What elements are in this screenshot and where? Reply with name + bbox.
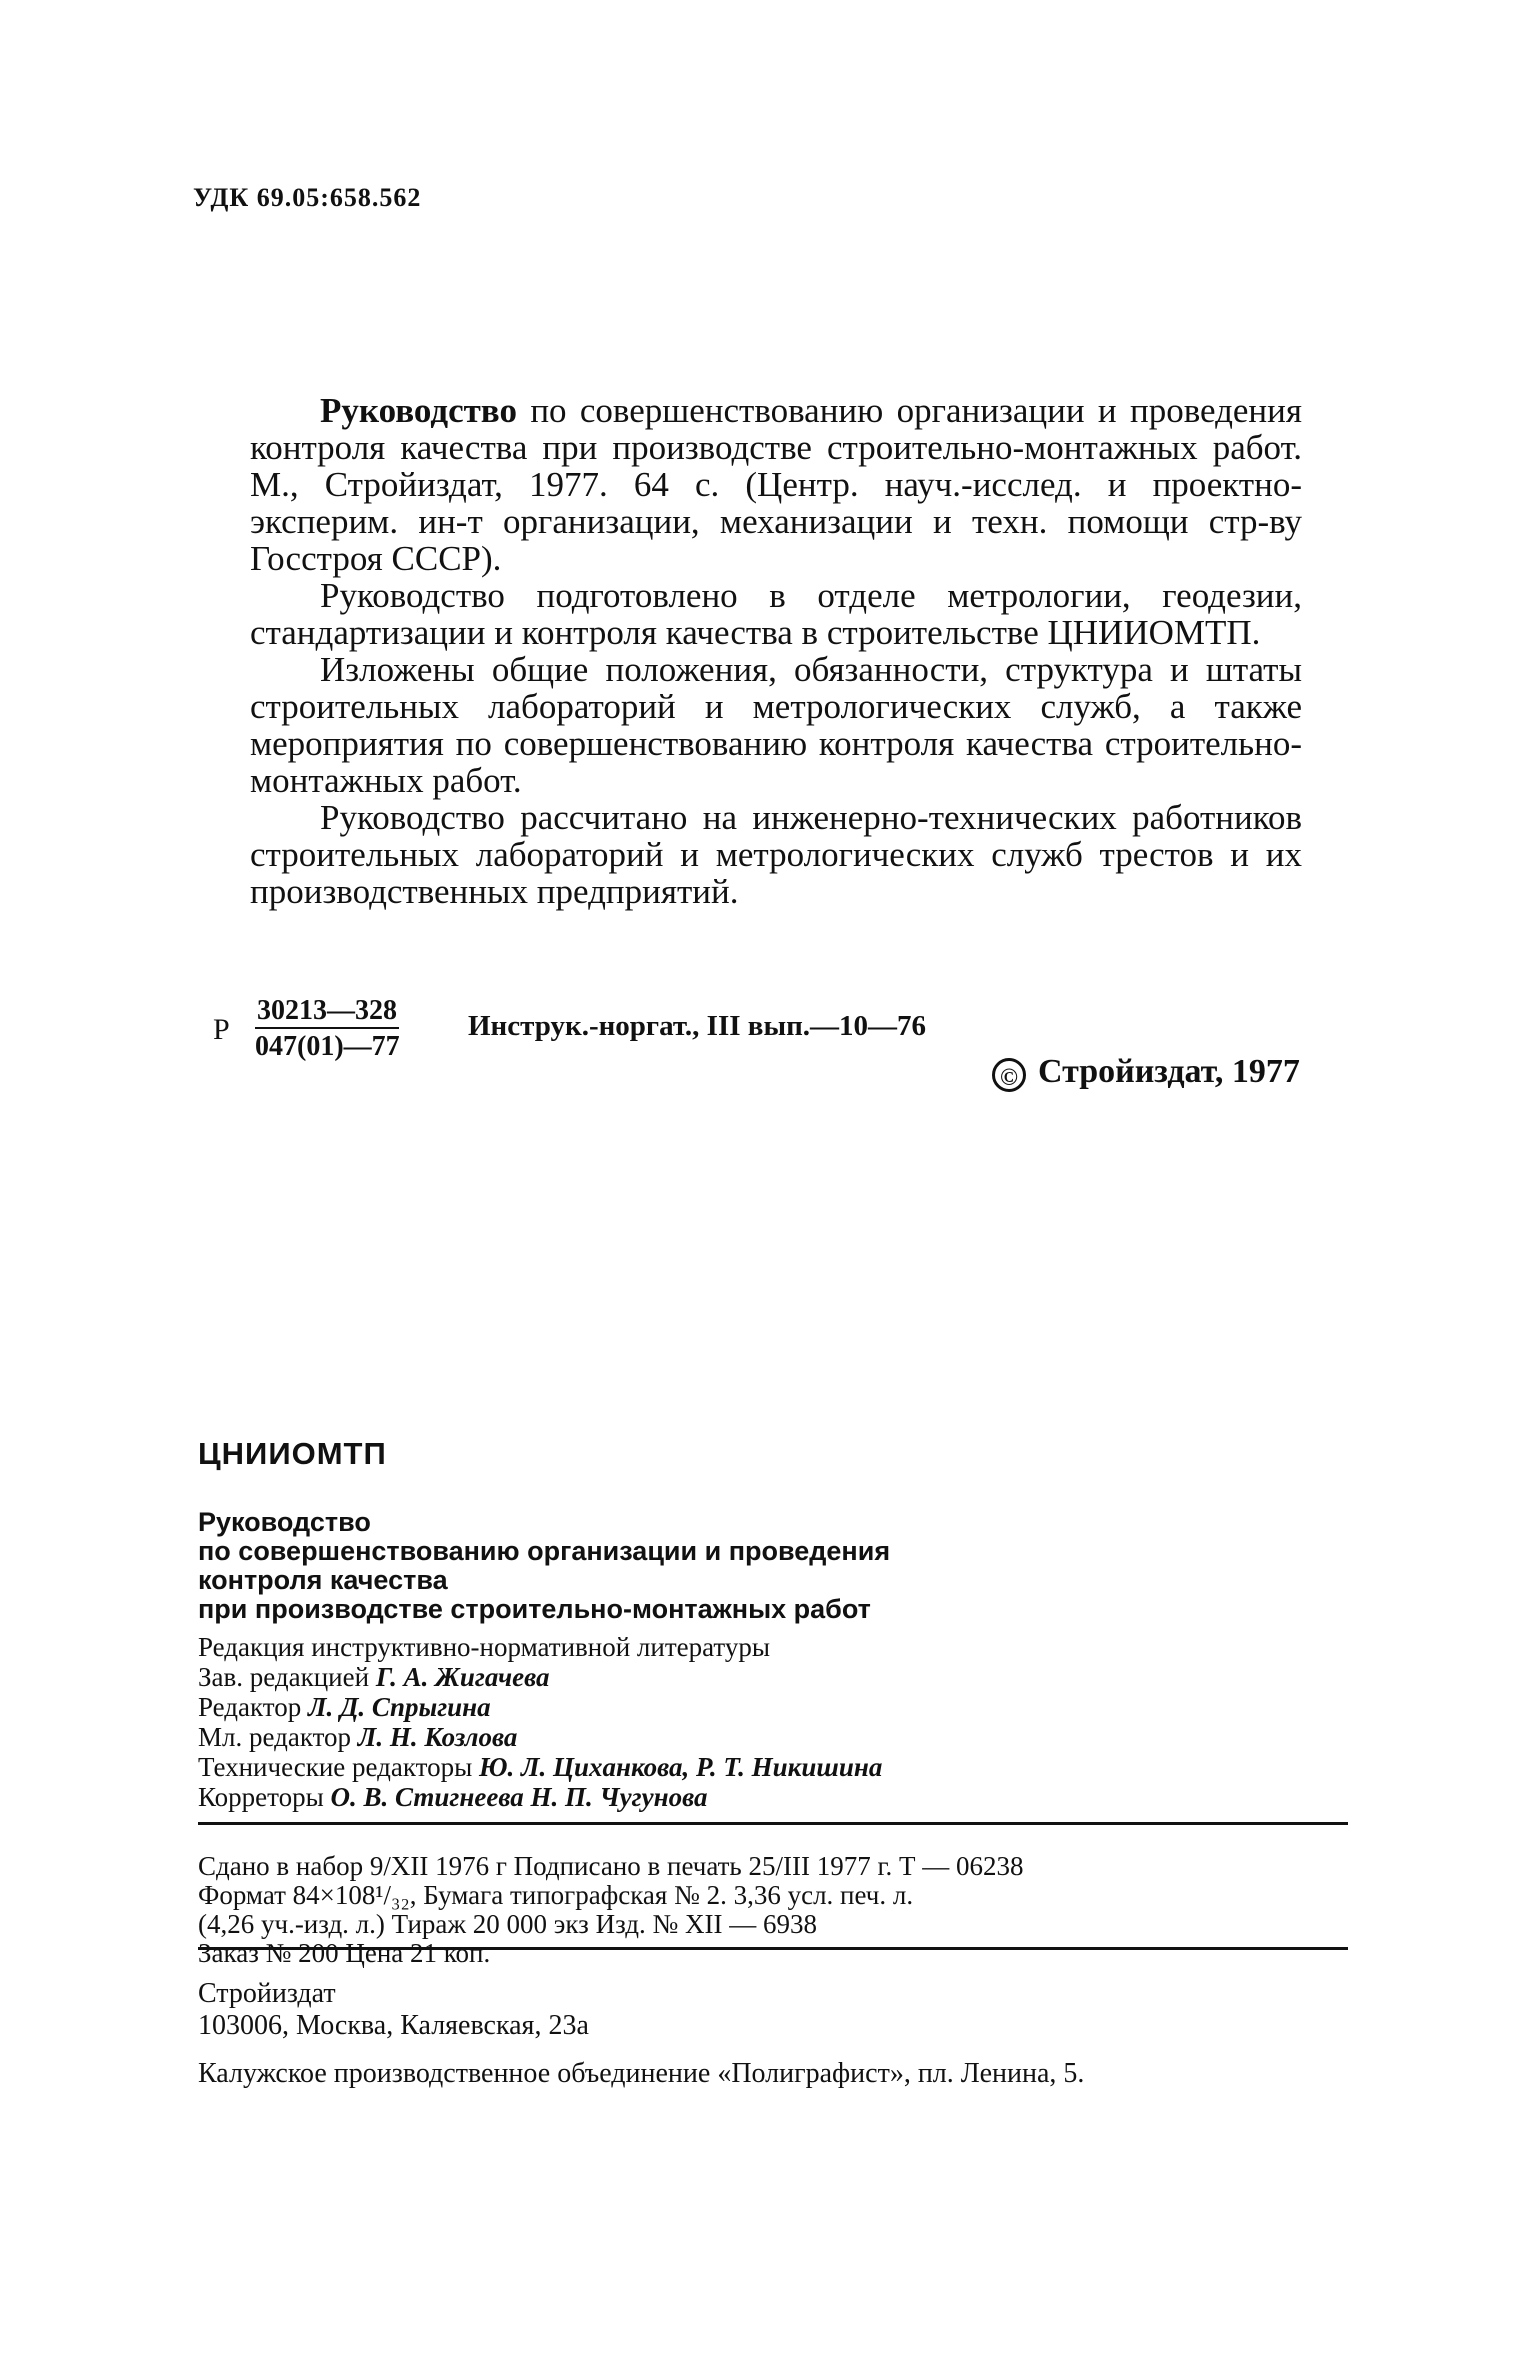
copyright-icon: © (992, 1058, 1026, 1092)
abstract-paragraph-1 (250, 392, 1302, 577)
printer-line: Калужское производственное объединение «Полиграфист», пл. Ленина, 5. (198, 2058, 1085, 2089)
udk-code: УДК 69.05:658.562 (193, 183, 422, 212)
publisher-block (198, 1978, 589, 2042)
title-line: Руководство (198, 1507, 371, 1537)
credit-label: Технические редакторы (198, 1752, 473, 1782)
credit-name: Л. Д. Спрыгина (307, 1692, 491, 1722)
copyright-text: Стройиздат, 1977 (1038, 1053, 1300, 1090)
credit-name: Г. А. Жигачева (375, 1662, 550, 1692)
instruction-line: Инструк.-норгат., III вып.—10—76 (468, 1010, 927, 1042)
publisher-address: 103006, Москва, Каляевская, 23а (198, 2010, 589, 2041)
abstract-paragraph-2: Руководство подготовлено в отделе метрологии, геодезии, стандартизации и контроля качества в строительстве ЦНИИОМТП. (250, 576, 1302, 652)
credit-label: Корреторы (198, 1782, 324, 1812)
abstract-block (250, 392, 1302, 910)
credit-name: О. В. Стигнеева Н. П. Чугунова (330, 1782, 708, 1812)
title-line: при производстве строительно-монтажных работ (198, 1594, 871, 1624)
credit-tech-editors (198, 1752, 882, 1782)
title-line: по совершенствованию организации и проведения (198, 1536, 891, 1566)
credit-junior-editor (198, 1722, 882, 1752)
imprint-line: Заказ № 200 Цена 21 коп. (198, 1938, 491, 1968)
credit-edition: Редакция инструктивно-нормативной литературы (198, 1632, 770, 1662)
credit-name: Ю. Л. Цихaнкова, Р. Т. Никишина (478, 1752, 883, 1782)
imprint-line: (4,26 уч.-изд. л.) Тираж 20 000 экз Изд. № XII — 6938 (198, 1909, 817, 1939)
organization-name: ЦНИИОМТП (198, 1436, 387, 1471)
code-denominator: 047(01)—77 (255, 1031, 400, 1062)
abstract-lead-word: Руководство (320, 391, 517, 430)
abstract-paragraph-4: Руководство рассчитано на инженерно-технических работников строительных лабораторий и метрологических служб трестов и их производственных предприятий. (250, 798, 1302, 911)
copyright-line (992, 1053, 1300, 1092)
book-title (198, 1508, 890, 1624)
divider (198, 1822, 1348, 1825)
editorial-credits (198, 1632, 882, 1812)
credit-editor (198, 1692, 882, 1722)
credit-name: Л. Н. Козлова (357, 1722, 518, 1752)
code-prefix: Р (213, 1013, 230, 1046)
code-numerator: 30213—328 (255, 995, 399, 1029)
credit-label: Зав. редакцией (198, 1662, 370, 1692)
imprint-block (198, 1852, 1024, 1968)
imprint-line: Сдано в набор 9/XII 1976 г Подписано в печать 25/III 1977 г. Т — 06238 (198, 1851, 1024, 1881)
credit-correctors (198, 1782, 882, 1812)
abstract-paragraph-3: Изложены общие положения, обязанности, структура и штаты строительных лабораторий и метрологических служб, а также мероприятия по совершенствованию контроля качества строительно-монтажных работ. (250, 650, 1302, 800)
divider (198, 1947, 1348, 1950)
credit-label: Редактор (198, 1692, 302, 1722)
title-line: контроля качества (198, 1565, 448, 1595)
abstract-paragraph-1-text: по совершенствованию организации и проведения контроля качества при производстве строительно-монтажных работ. М., Стройиздат, 1977. 64 с. (Центр. науч.-исслед. и проектно-эксперим. ин-т организации, механизации и техн. помощи стр-ву Госстроя СССР). (250, 391, 1302, 578)
publisher-name: Стройиздат (198, 1978, 336, 2009)
imprint-line: Формат 84×108¹/₃₂, Бумага типографская № 2. 3,36 усл. печ. л. (198, 1880, 914, 1910)
credit-label: Мл. редактор (198, 1722, 352, 1752)
credit-head-editor (198, 1662, 882, 1692)
